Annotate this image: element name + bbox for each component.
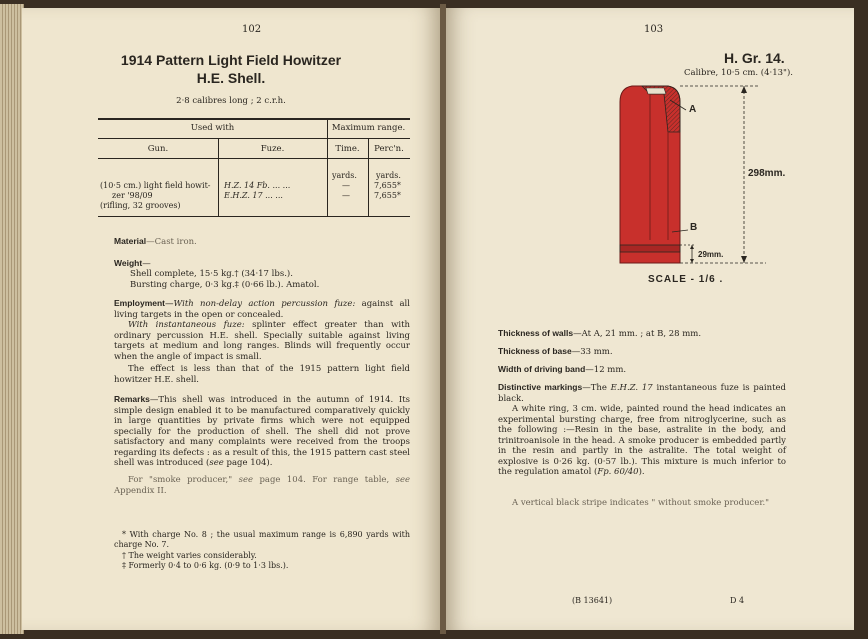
employment-text: against all living targets in the open or concealed. [114,299,410,320]
walls-label: Thickness of walls [498,328,574,338]
right-page-number: 103 [644,24,664,35]
footer-reference: (B 13641) [572,596,613,605]
band-text: —12 mm. [585,365,627,375]
base-text: —33 mm. [571,347,613,357]
weight-label: Weight [114,258,143,268]
table-cell: (rifling, 32 grooves) [100,201,181,210]
remarks-label: Remarks [114,394,150,404]
page-edges [0,4,24,634]
table-header-max-range: Maximum range. [331,123,406,133]
walls-line [498,328,701,340]
table-cell: — [342,191,350,200]
material-text: —Cast iron. [146,237,197,247]
footnote: ‡ Formerly 0·4 to 0·6 kg. (0·9 to 1·3 lbs.). [122,561,289,570]
employment-paragraph-2 [114,320,410,362]
employment-text2: splinter effect greater than with ordinary percussion H.E. shell. Specially suitable against living targets at medium and long ranges. Blinds will frequently occur when the angle of impact is small. [114,320,411,362]
table-cell: E.H.Z. 17 ... ... [224,191,283,200]
table-col-percn: Perc'n. [374,144,404,154]
table-col-time: Time. [335,144,360,154]
ring-end: ). [638,467,645,477]
label-a: A [689,104,697,115]
markings-paragraph [498,382,786,404]
base-label: Thickness of base [498,346,572,356]
table-cell: H.Z. 14 Fb. ... ... [224,181,291,190]
table-cell: 7,655* [374,191,401,200]
markings-em: E.H.Z. 17 [610,383,653,393]
table-cell: — [342,181,350,190]
footnote: † The weight varies considerably. [122,551,257,560]
remarks-paragraph [114,394,410,469]
markings-text2: instantaneous fuze is painted black. [498,383,786,404]
page-title: 1914 Pattern Light Field Howitzer [120,52,342,68]
employment-em2: With instantaneous fuze: [128,320,245,330]
employment-paragraph-3: The effect is less than that of the 1915 pattern light field howitzer H.E. shell. [114,364,410,385]
subtitle: 2·8 calibres long ; 2 c.r.h. [176,96,286,106]
table-col-fuze: Fuze. [260,144,285,154]
stripe-note: A vertical black stripe indicates " without smoke producer." [512,498,770,508]
remarks-text: —This shell was introduced in the autumn of 1914. Its simple design enabled it to be manufactured comparatively quickly in large quantities by private firms which were not equipped specially for the production of shell. The shell did not prove satisfactory and many complaints were received from the troops regarding its defects : as a result of this, the 1915 pattern cast steel shell was introduced ( [114,395,410,468]
remarks-page: page 104). [223,458,273,468]
smoke-paragraph [114,475,410,496]
smoke-text: For "smoke producer," [128,475,233,485]
table-header-used-with: Used with [190,123,235,133]
table-col-gun: Gun. [147,144,169,154]
markings-text: —The [582,383,611,393]
remarks-see: see [209,458,224,468]
length-dimension: 298mm. [748,168,786,179]
ring-text: A white ring, 3 cm. wide, painted round the head indicates an experimental bursting charge, free from nitroglycerine, such as the following :—Resin in the base, astralite in the body, and trinitroanisole in the head. A smoke producer is embedded partly in the resin and partly in the astralite. The total weight of explosive is 0·26 kg. (0·57 lb.). This mixture is much inferior to the regulation amatol ( [498,404,786,477]
table-cell: yards. [332,171,357,180]
shell-heading: H. Gr. 14. [724,50,785,66]
weight-line: Bursting charge, 0·3 kg.‡ (0·66 lb.). Amatol. [130,280,320,290]
left-page [22,8,440,630]
weight-dash: — [142,259,151,269]
label-b: B [690,222,698,233]
left-page-number: 102 [242,24,262,35]
employment-paragraph [114,298,410,320]
calibre-text: Calibre, 10·5 cm. (4·13"). [684,68,793,78]
smoke-text2: page 104. For range table, [253,475,390,485]
weight-line: Shell complete, 15·5 kg.† (34·17 lbs.). [130,269,293,279]
employment-label: Employment [114,298,166,308]
ring-paragraph [498,404,786,478]
footnote: * With charge No. 8 ; the usual maximum range is 6,890 yards with charge No. 7. [114,530,410,549]
material-line [114,236,197,248]
scale-label: SCALE - 1/6 . [648,274,724,285]
ring-fp: Fp. 60/40 [597,467,639,477]
base-line [498,346,613,358]
markings-label: Distinctive markings [498,382,583,392]
band-line [498,364,626,376]
band-label: Width of driving band [498,364,586,374]
table-cell: yards. [376,171,401,180]
table-cell: (10·5 cm.) light field howit- [100,181,211,190]
smoke-see: see [238,475,254,485]
band-dimension: 29mm. [698,250,724,259]
page-title-line2: H.E. Shell. [196,70,266,86]
table-cell: 7,655* [374,181,401,190]
table-cell: zer '98/09 [112,191,153,200]
smoke-see2: see [395,475,411,485]
walls-text: —At A, 21 mm. ; at B, 28 mm. [573,329,702,339]
smoke-text3: Appendix II. [114,485,167,496]
material-label: Material [114,236,147,246]
footer-signature: D 4 [730,596,745,605]
employment-em: —With non-delay action percussion fuze: [165,299,356,309]
right-page [446,8,854,630]
